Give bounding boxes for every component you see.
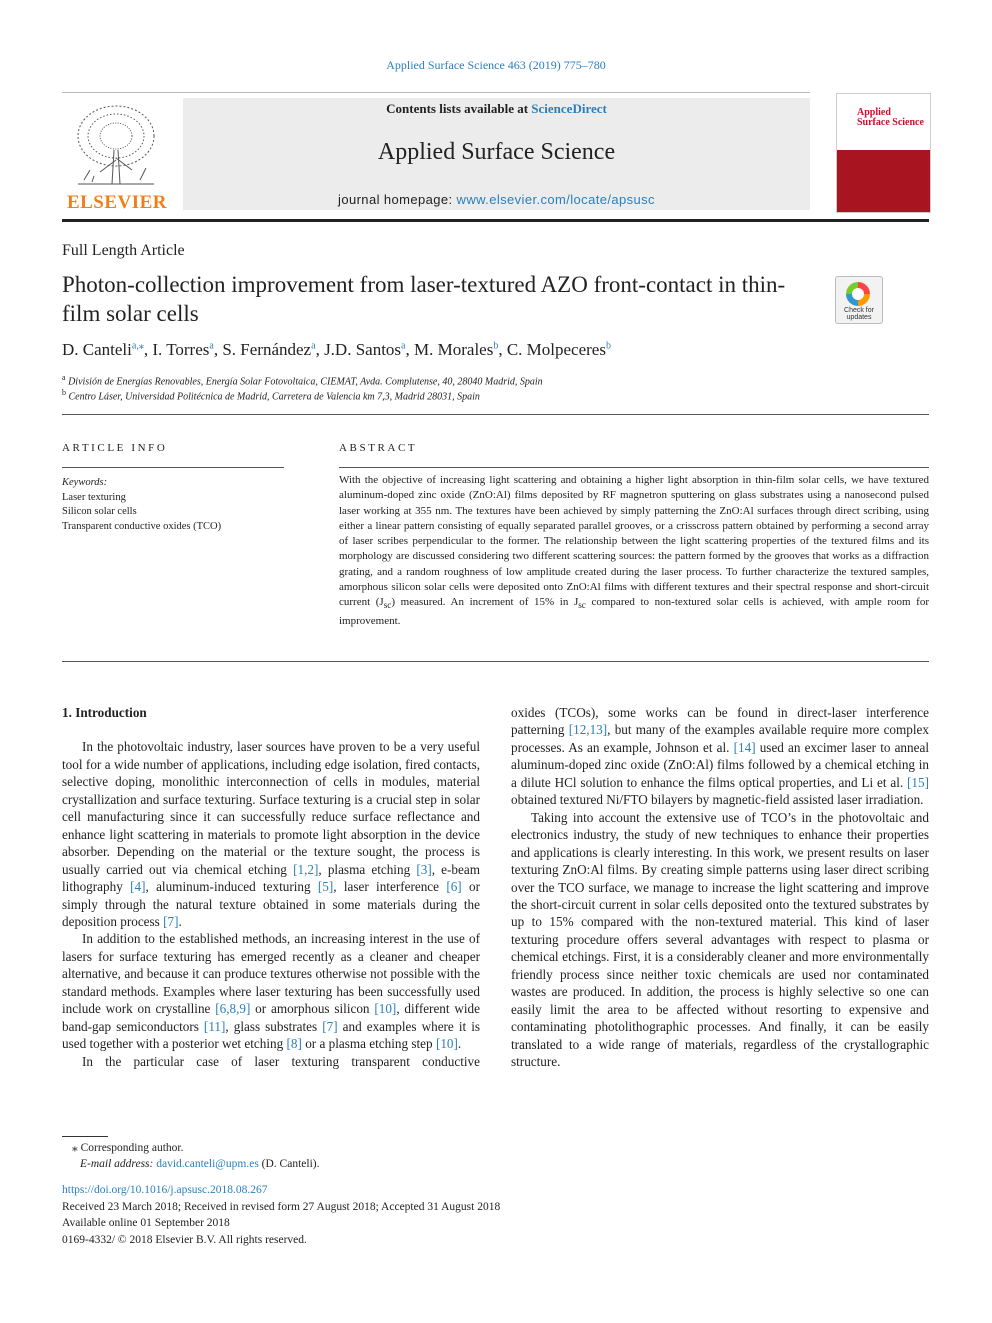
check-for-updates-badge[interactable]: Check for updates xyxy=(835,276,883,324)
paragraph: In the photovoltaic industry, laser sources have proven to be a very useful tool for a wide number of applications, including edge isolation, fired contacts, selective doping, monolithic interconnection of cells in modules, material crystallization and surface texturing. Surface texturing is a crucial step in solar cell manufacturing since it can successfully reduce surface reflectance and enhance light scattering in materials to promote light absorption in the device absorber. Depending on the material or the texture sought, the process is usually carried out via chemical etching [1,2], plasma etching [3], e-beam lithography [4], aluminum-induced texturing [5], laser interference [6] or simply through the natural texture obtained in some materials during the deposition process [7]. xyxy=(62,739,480,929)
keyword: Silicon solar cells xyxy=(62,506,137,517)
keyword: Laser texturing xyxy=(62,491,126,503)
body-column-right xyxy=(511,704,929,1071)
keywords-block xyxy=(62,476,221,534)
journal-citation[interactable]: Applied Surface Science 463 (2019) 775–780 xyxy=(386,58,606,72)
footnote: ⁎ Corresponding author. E-mail address: david.canteli@upm.es (D. Canteli). xyxy=(72,1142,320,1170)
journal-cover-thumbnail[interactable] xyxy=(836,93,931,213)
citation-link[interactable]: [6,8,9] xyxy=(215,1001,251,1017)
copyright: 0169-4332/ © 2018 Elsevier B.V. All rights reserved. xyxy=(62,1233,307,1246)
citation-link[interactable]: [5] xyxy=(317,879,334,895)
section-heading: 1. Introduction xyxy=(62,705,147,720)
doi-link[interactable]: https://doi.org/10.1016/j.apsusc.2018.08.267 xyxy=(62,1184,268,1196)
header-bottom-rule xyxy=(62,219,929,222)
citation-link[interactable]: [7] xyxy=(322,1018,338,1034)
author[interactable]: S. Fernández xyxy=(222,340,312,359)
paragraph: oxides (TCOs), some works can be found in direct-laser interference patterning [12,13], but many of the examples available require more complex processes. As an example, Johnson et al. [14] used an excimer laser to anneal aluminum-doped zinc oxide (ZnO:Al) films followed by a chemical etching in a dilute HCl solution to enhance the films optical properties, and Li et al. [15] obtained textured Ni/FTO bilayers by magnetic-field assisted laser irradiation. xyxy=(511,705,929,808)
cover-band xyxy=(837,150,930,212)
citation-link[interactable]: [14] xyxy=(733,739,756,755)
cover-title: Applied Surface Science xyxy=(857,107,924,128)
article-info-heading: ARTICLE INFO xyxy=(62,442,168,454)
paragraph: Taking into account the extensive use of TCO’s in the photovoltaic and electronics industry, the study of new techniques to enhance their properties and applications is clearly interesting. In this work, we present results on laser texturing ZnO:Al films. By creating simple patterns using laser direct scribing over the TCO surface, we manage to increase the light scattering and improve the short-circuit current in solar cells deposited onto the textured substrates by up to 15% compared with the non-textured material. This kind of laser texturing procedure offers several advantages with respect to plasma or chemical etchings. First, it is a considerably cleaner and more environmentally friendly process since neither toxic chemicals are used nor contaminated wastes are produced. In addition, the process is highly selective so one can easily limit the area to be affected without resorting to expensive and contaminating photolithographic processes. And finally, it can be easily translated to a wide range of materials, regardless of the crystallographic structure. xyxy=(511,809,929,1070)
article-title: Photon-collection improvement from laser-textured AZO front-contact in thin-film solar cells xyxy=(62,272,786,326)
header-top-rule xyxy=(62,92,810,93)
author[interactable]: M. Morales xyxy=(414,340,494,359)
contents-line: Contents lists available at ScienceDirect xyxy=(386,101,607,116)
email-link[interactable]: david.canteli@upm.es xyxy=(156,1158,259,1170)
paragraph: In the particular case of laser texturing transparent conductive xyxy=(82,1053,480,1069)
author[interactable]: D. Canteli xyxy=(62,340,132,359)
keywords-label: Keywords: xyxy=(62,477,108,488)
body-column-left xyxy=(62,704,480,1070)
article-metadata xyxy=(62,1182,500,1248)
journal-name: Applied Surface Science xyxy=(377,139,616,165)
citation-link[interactable]: [7] xyxy=(163,913,179,929)
affiliation-a: $^a$ División de Energías Renovables, Energía Solar Fotovoltaica, CIEMAT, Avda. Complutense, 40, 28040 Madrid, Spain xyxy=(62,373,543,388)
citation-link[interactable]: [8] xyxy=(286,1036,302,1052)
citation-link[interactable]: [1,2] xyxy=(293,861,319,877)
paragraph: In addition to the established methods, an increasing interest in the use of lasers for surface texturing has emerged recently as a cleaner and cheaper alternative, and because it can produce textures otherwise not possible with the standard methods. Examples where laser texturing has been successfully used include work on crystalline [6,8,9] or amorphous silicon [10], different wide band-gap semiconductors [11], glass substrates [7] and examples where it is used together with a posterior wet etching [8] or a plasma etching step [10]. xyxy=(62,931,480,1052)
article-type: Full Length Article xyxy=(62,242,185,259)
divider xyxy=(339,467,929,468)
abstract-heading: ABSTRACT xyxy=(339,442,418,454)
elsevier-wordmark: ELSEVIER xyxy=(66,192,168,213)
footnote-rule xyxy=(62,1136,108,1137)
divider xyxy=(62,467,284,468)
author[interactable]: I. Torres xyxy=(152,340,210,359)
citation-link[interactable]: [12,13] xyxy=(568,722,608,738)
divider xyxy=(62,661,929,662)
homepage-link[interactable]: www.elsevier.com/locate/apsusc xyxy=(456,192,655,207)
citation-link[interactable]: [10] xyxy=(435,1036,458,1052)
citation-link[interactable]: [4] xyxy=(130,879,146,895)
citation-link[interactable]: [15] xyxy=(907,774,929,790)
citation-link[interactable]: [3] xyxy=(416,861,432,877)
affiliation-b: $^b$ Centro Láser, Universidad Politécnica de Madrid, Carretera de Valencia km 7,3, Madrid 28031, Spain xyxy=(62,388,480,403)
author[interactable]: C. Molpeceres xyxy=(506,340,606,359)
online-date: Available online 01 September 2018 xyxy=(62,1217,230,1229)
keyword: Transparent conductive oxides (TCO) xyxy=(62,520,222,532)
received-dates: Received 23 March 2018; Received in revised form 27 August 2018; Accepted 31 August 2018 xyxy=(62,1200,501,1213)
elsevier-tree-logo xyxy=(70,100,162,188)
divider xyxy=(62,414,929,415)
author[interactable]: J.D. Santos xyxy=(324,340,402,359)
abstract-text: With the objective of increasing light scattering and obtaining a higher light absorption in thin-film solar cells, we have textured aluminum-doped zinc oxide (ZnO:Al) films deposited by RF magnetron sputtering on glass substrates using a nanosecond pulsed laser working at 355 nm. The textures have been achieved by simply patterning the ZnO:Al surfaces through direct scribing, using either a linear pattern consisting of equally separated parallel grooves, or a crisscross pattern obtained by performing a second array of laser scribes perpendicular to the former. The relationship between the light scattering properties of the textured films and its morphology are discussed considering two different scattering sources: the pattern formed by the grooves that works as a diffraction grating, and a random roughness of low amplitude created during the laser process. To further characterize the textured samples, amorphous silicon solar cells were deposited onto ZnO:Al films with different textures and their spectral response and short-circuit current $(J_{sc})$ measured. An increment of 15% in $J_{sc}$ compared to non-textured solar cells is achieved, with ample room for improvement. xyxy=(339,474,929,627)
citation-link[interactable]: [11] xyxy=(203,1018,226,1034)
citation-link[interactable]: [6] xyxy=(446,879,462,895)
citation-link[interactable]: [10] xyxy=(374,1001,397,1017)
journal-homepage: journal homepage: www.elsevier.com/locate/apsusc xyxy=(338,192,655,207)
sciencedirect-link[interactable]: ScienceDirect xyxy=(531,101,607,116)
author-list: D. Canteli$^{a,⁎}$, I. Torres$^a$, S. Fernández$^a$, J.D. Santos$^a$, M. Morales$^b$, C. Molpeceres$^b$ xyxy=(62,340,611,359)
